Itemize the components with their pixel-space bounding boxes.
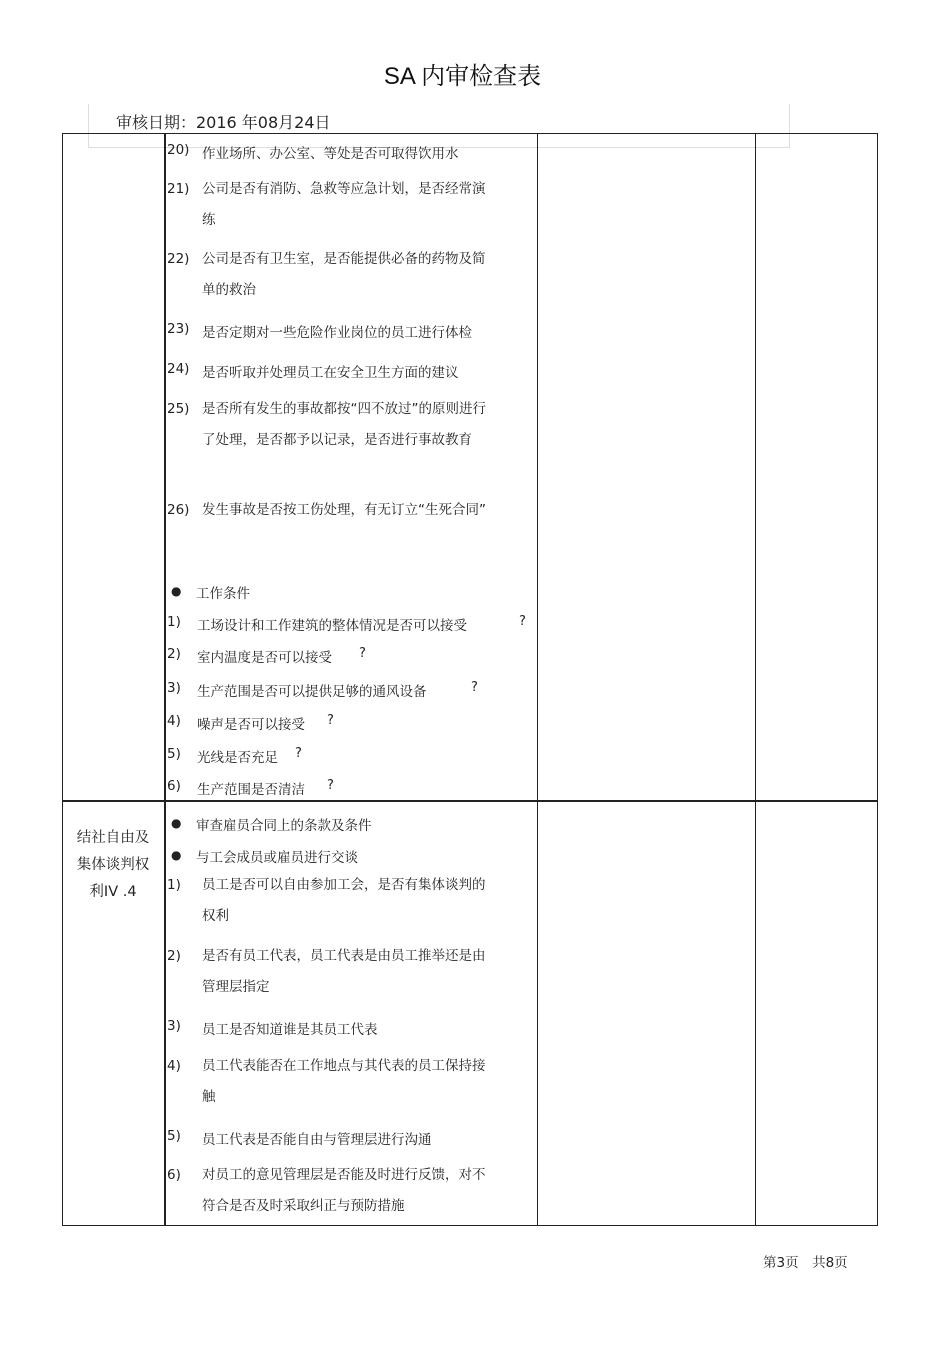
question-mark: ? xyxy=(327,713,334,728)
checklist-table: 20) 作业场所、办公室、等处是否可取得饮用水 21) 公司是否有消防、急救等应急计划，是否经常演练 22) 公司是否有卫生室，是否能提供必备的药物及简单的救治 23) 是否定期对一些危险作业岗位的员工进行体检 24) 是否听取并处理员工在安全卫生方面的建议 25) 是否所有发生的事故都按“四不放过”的原则进行了处理，是否都予以记录，是否进行事故教育 26) 发生事故是否按工伤处理，有无订立“生死合同” ● 工作条件 1) 工场设计和工作建筑的整体情况是否可以接受 ? 2) 室内温度是否可以接受 ? 3) 生产范围是否可以提供足够的通风设备 ? 4) 噪声是否可以接受 ? 5) 光线是否充足 ? 6) 生产范围是否清洁 ? 结社自由及 集体谈判权 利IV .4 ● 审查雇员合同上的条款及条件 ● 与工会成员或雇员进行交谈 1) 员工是否可以自由参加工会，是否有集体谈判的权利 2) 是否有员工代表，员工代表是由员工推举还是由管理层指定 3) 员工是否知道谁是其员工代表 4) 员工代表能否在工作地点与其代表的员工保持接触 5) 员工代表是否能自由与管理层进行沟通 6) 对员工的意见管理层是否能及时进行反馈，对不符合是否及时采取纠正与预防措施 xyxy=(62,133,878,1226)
audit-date: 审核日期：2016 年08月24日 xyxy=(116,113,331,132)
page-title: SA 内审检查表 xyxy=(383,63,542,90)
column-divider xyxy=(755,134,756,1225)
column-divider xyxy=(537,134,538,1225)
clause-label: 结社自由及 集体谈判权 利IV .4 xyxy=(76,830,150,900)
question-mark: ? xyxy=(519,614,526,629)
question-mark: ? xyxy=(295,746,302,761)
question-mark: ? xyxy=(327,778,334,793)
bullet-icon: ● xyxy=(171,848,182,862)
row-divider xyxy=(63,800,877,802)
bullet-icon: ● xyxy=(171,816,182,830)
question-mark: ? xyxy=(359,646,366,661)
bullet-icon: ● xyxy=(171,584,182,598)
section-heading: 工作条件 xyxy=(196,586,250,602)
bullet-item: 与工会成员或雇员进行交谈 xyxy=(196,850,358,866)
question-mark: ? xyxy=(471,680,478,695)
column-divider xyxy=(164,134,166,1225)
bullet-item: 审查雇员合同上的条款及条件 xyxy=(196,818,372,834)
page-number: 第3页 共8页 xyxy=(763,1255,848,1271)
